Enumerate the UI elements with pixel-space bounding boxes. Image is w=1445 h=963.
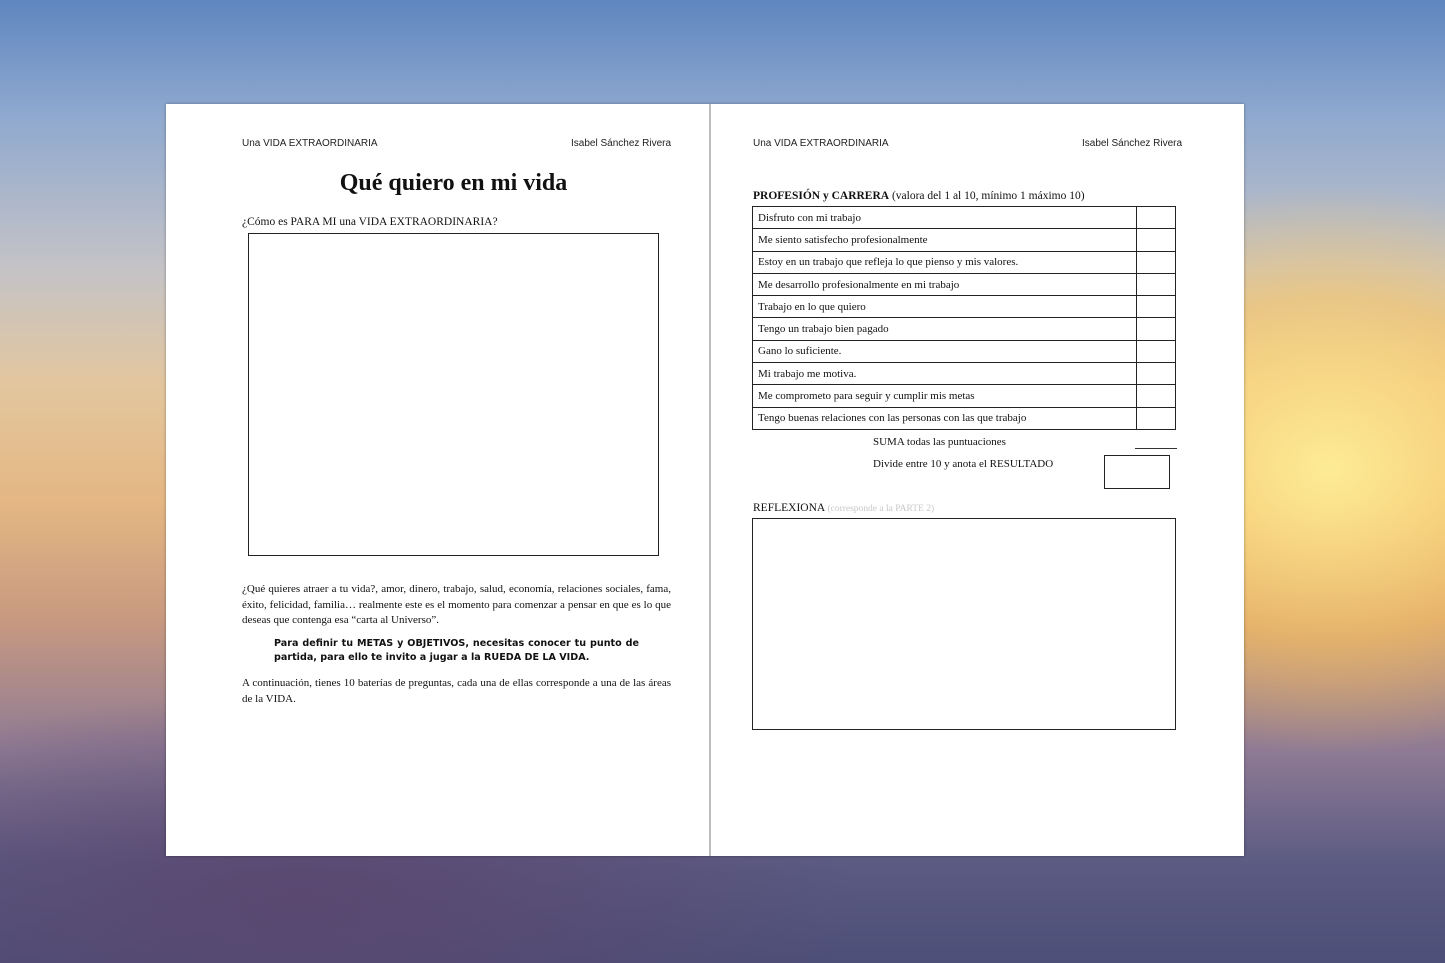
table-row <box>753 207 1176 229</box>
table-row <box>753 385 1176 407</box>
right-header-title: Una VIDA EXTRAORDINARIA <box>753 138 889 149</box>
score-cell[interactable] <box>1137 273 1176 295</box>
item-label: Gano lo suficiente. <box>753 340 1137 362</box>
document-spread <box>166 104 1244 856</box>
item-label: Estoy en un trabajo que refleja lo que pienso y mis valores. <box>753 251 1137 273</box>
goals-paragraph: Para definir tu METAS y OBJETIVOS, necesitas conocer tu punto de partida, para ello te invito a jugar a la RUEDA DE LA VIDA. <box>274 638 639 663</box>
page-title: Qué quiero en mi vida <box>339 170 568 196</box>
score-cell[interactable] <box>1137 251 1176 273</box>
reflect-label: REFLEXIONA <box>753 502 825 514</box>
intro-paragraph: ¿Qué quieres atraer a tu vida?, amor, dinero, trabajo, salud, economía, relaciones sociales, fama, éxito, felicidad, familia… realmente este es el momento para comenzar a pensar en que es lo que deseas que contenga esa “carta al Universo”. <box>242 583 671 626</box>
item-label: Me comprometo para seguir y cumplir mis metas <box>753 385 1137 407</box>
table-row <box>753 318 1176 340</box>
section-instructions: (valora del 1 al 10, mínimo 1 máximo 10) <box>891 190 1085 202</box>
table-row <box>753 251 1176 273</box>
score-cell[interactable] <box>1137 385 1176 407</box>
score-cell[interactable] <box>1137 207 1176 229</box>
table-row <box>753 229 1176 251</box>
table-row <box>753 363 1176 385</box>
reflect-heading <box>753 502 934 514</box>
sum-answer-line[interactable] <box>1135 448 1177 449</box>
table-row <box>753 407 1176 429</box>
item-label: Tengo buenas relaciones con las personas con las que trabajo <box>753 407 1137 429</box>
sum-label: SUMA todas las puntuaciones <box>873 436 1006 448</box>
item-label: Trabajo en lo que quiero <box>753 296 1137 318</box>
item-label: Me siento satisfecho profesionalmente <box>753 229 1137 251</box>
right-header-author: Isabel Sánchez Rivera <box>1082 138 1183 149</box>
rating-table <box>752 206 1176 430</box>
table-row <box>753 296 1176 318</box>
score-cell[interactable] <box>1137 318 1176 340</box>
item-label: Me desarrollo profesionalmente en mi trabajo <box>753 273 1137 295</box>
section-title <box>753 190 1085 202</box>
left-page <box>166 104 709 856</box>
section-heading: PROFESIÓN y CARRERA <box>753 190 890 202</box>
score-cell[interactable] <box>1137 229 1176 251</box>
item-label: Disfruto con mi trabajo <box>753 207 1137 229</box>
table-row <box>753 273 1176 295</box>
left-header-author: Isabel Sánchez Rivera <box>571 138 672 149</box>
score-cell[interactable] <box>1137 296 1176 318</box>
score-cell[interactable] <box>1137 407 1176 429</box>
reflect-note: (corresponde a la PARTE 2) <box>827 504 935 514</box>
right-page <box>711 104 1244 856</box>
score-cell[interactable] <box>1137 363 1176 385</box>
vision-answer-box[interactable] <box>248 233 659 556</box>
score-cell[interactable] <box>1137 340 1176 362</box>
batteries-paragraph: A continuación, tienes 10 baterías de preguntas, cada una de ellas corresponde a una de las áreas de la VIDA. <box>242 677 671 705</box>
vision-question: ¿Cómo es PARA MI una VIDA EXTRAORDINARIA? <box>242 216 498 228</box>
reflect-answer-box[interactable] <box>752 518 1176 730</box>
item-label: Tengo un trabajo bien pagado <box>753 318 1137 340</box>
divide-label: Divide entre 10 y anota el RESULTADO <box>873 458 1054 470</box>
result-box[interactable] <box>1104 455 1170 489</box>
left-header-title: Una VIDA EXTRAORDINARIA <box>242 138 378 149</box>
item-label: Mi trabajo me motiva. <box>753 363 1137 385</box>
table-row <box>753 340 1176 362</box>
